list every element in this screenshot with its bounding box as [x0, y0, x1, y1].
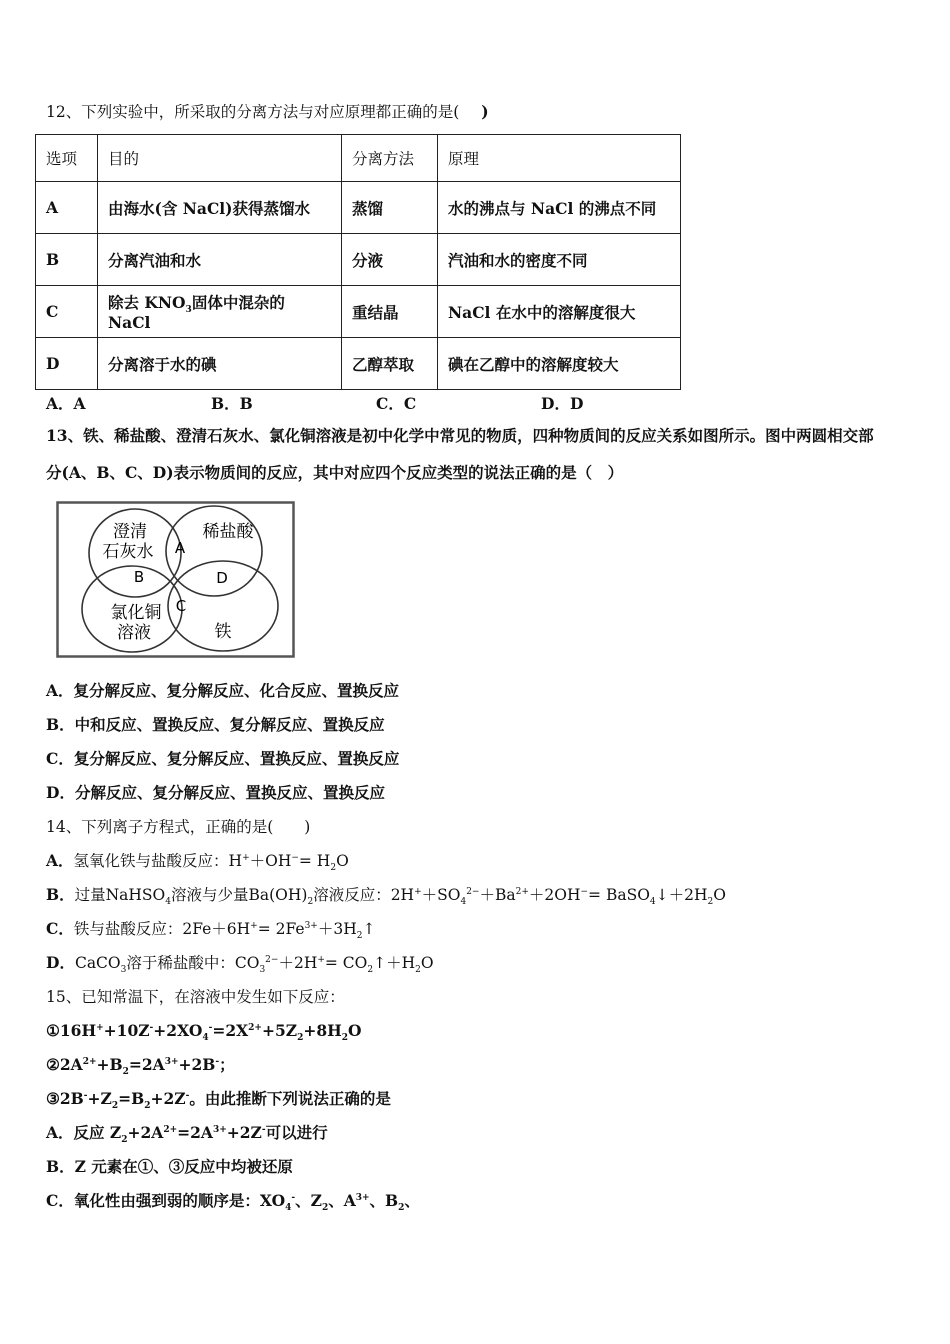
q14-option-b[interactable]: B．过量NaHSO$_4$溶液与少量$Ba(OH)_2$溶液反应：$2H^++SO_4^{2-}+Ba^{2+}+2OH^-=$ $BaSO_4↓+2H_2O$	[46, 885, 726, 908]
row-purpose: 分离汽油和水	[98, 234, 342, 286]
row-principle: 汽油和水的密度不同	[438, 234, 681, 286]
table-row	[36, 338, 681, 390]
row-method: 乙醇萃取	[342, 338, 438, 390]
q12-option-d[interactable]: D．D	[541, 394, 584, 413]
region-d: D	[216, 569, 228, 587]
row-purpose: 除去 $KNO_3$固体中混杂的 NaCl	[98, 286, 342, 338]
row-option: C	[36, 286, 98, 338]
header-option: 选项	[36, 135, 98, 182]
row-option: A	[36, 182, 98, 234]
row-method: 蒸馏	[342, 182, 438, 234]
row-principle: 水的沸点与 NaCl 的沸点不同	[438, 182, 681, 234]
row-principle: 碘在乙醇中的溶解度较大	[438, 338, 681, 390]
region-b: B	[133, 568, 145, 586]
q13-option-d[interactable]: D．分解反应、复分解反应、置换反应、置换反应	[46, 783, 385, 802]
row-method: 分液	[342, 234, 438, 286]
q14-option-a[interactable]: A．氢氧化铁与盐酸反应：$H^++OH^-= H_2O$	[46, 851, 349, 874]
q14-option-d[interactable]: D．CaCO$_3$溶于稀盐酸中：$CO_3^{2-}+2H^+=$ $CO_2↑+H_2O$	[46, 953, 434, 976]
label-limewater-1: 澄清	[113, 522, 147, 542]
q14-stem: 14、下列离子方程式，正确的是( )	[46, 818, 311, 836]
row-option: B	[36, 234, 98, 286]
q15-stem: 15、已知常温下，在溶液中发生如下反应：	[46, 988, 345, 1006]
q13-option-a[interactable]: A．复分解反应、复分解反应、化合反应、置换反应	[46, 681, 400, 700]
q12-option-c[interactable]: C．C	[376, 394, 417, 413]
q12-table	[35, 134, 681, 390]
q13-stem-line2: 分(A、B、C、D)表示物质间的反应，其中对应四个反应类型的说法正确的是（ ）	[46, 463, 624, 482]
q12-stem: 12、下列实验中，所采取的分离方法与对应原理都正确的是( )	[46, 102, 489, 121]
q15-option-c[interactable]: C．氧化性由强到弱的顺序是：$XO_4^-$、$Z_2$、$A^{3+}$、$B_2$、	[46, 1191, 420, 1214]
q15-reaction-2: $②2A^{2+}+B_2=2A^{3+}+2B^-$；	[46, 1055, 235, 1078]
q12-option-b[interactable]: B．B	[211, 394, 253, 413]
q15-reaction-1: $①16H^++10Z^-+2XO_4^-=2X^{2+}+5Z_2+8H_2O$	[46, 1021, 362, 1044]
table-row	[36, 234, 681, 286]
q13-option-c[interactable]: C．复分解反应、复分解反应、置换反应、置换反应	[46, 749, 400, 768]
region-a: A	[174, 539, 186, 557]
row-purpose: 分离溶于水的碘	[98, 338, 342, 390]
row-purpose: 由海水(含 NaCl)获得蒸馏水	[98, 182, 342, 234]
venn-diagram	[56, 501, 296, 659]
label-hydrochloric-acid: 稀盐酸	[202, 522, 254, 542]
q15-option-b[interactable]: B．Z 元素在①、③反应中均被还原	[46, 1157, 293, 1176]
diagram-frame	[58, 503, 294, 657]
q13-option-b[interactable]: B．中和反应、置换反应、复分解反应、置换反应	[46, 715, 385, 734]
row-method: 重结晶	[342, 286, 438, 338]
table-header-row	[36, 135, 681, 182]
row-option: D	[36, 338, 98, 390]
table-row	[36, 286, 681, 338]
label-copper-chloride-1: 氯化铜	[110, 603, 162, 623]
row-principle: NaCl 在水中的溶解度很大	[438, 286, 681, 338]
header-principle: 原理	[438, 135, 681, 182]
q14-option-c[interactable]: C．铁与盐酸反应：$2Fe+6H^+= 2Fe^{3+}+3H_2↑$	[46, 919, 376, 942]
q15-option-a[interactable]: A．反应 $Z_2+2A^{2+}=2A^{3+}+2Z^-$可以进行	[46, 1123, 328, 1146]
header-method: 分离方法	[342, 135, 438, 182]
region-c: C	[175, 597, 187, 615]
q12-options	[46, 392, 706, 414]
q15-reaction-3: $③2B^-+Z_2=B_2+2Z^-$。由此推断下列说法正确的是	[46, 1089, 391, 1112]
label-copper-chloride-2: 溶液	[117, 623, 151, 643]
q12-option-a[interactable]: A．A	[46, 394, 86, 413]
label-limewater-2: 石灰水	[102, 542, 154, 562]
q13-stem-line1: 13、铁、稀盐酸、澄清石灰水、氯化铜溶液是初中化学中常见的物质，四种物质间的反应关系如图所示。图中两圆相交部	[46, 426, 874, 445]
label-iron: 铁	[214, 622, 232, 642]
table-row	[36, 182, 681, 234]
header-purpose: 目的	[98, 135, 342, 182]
